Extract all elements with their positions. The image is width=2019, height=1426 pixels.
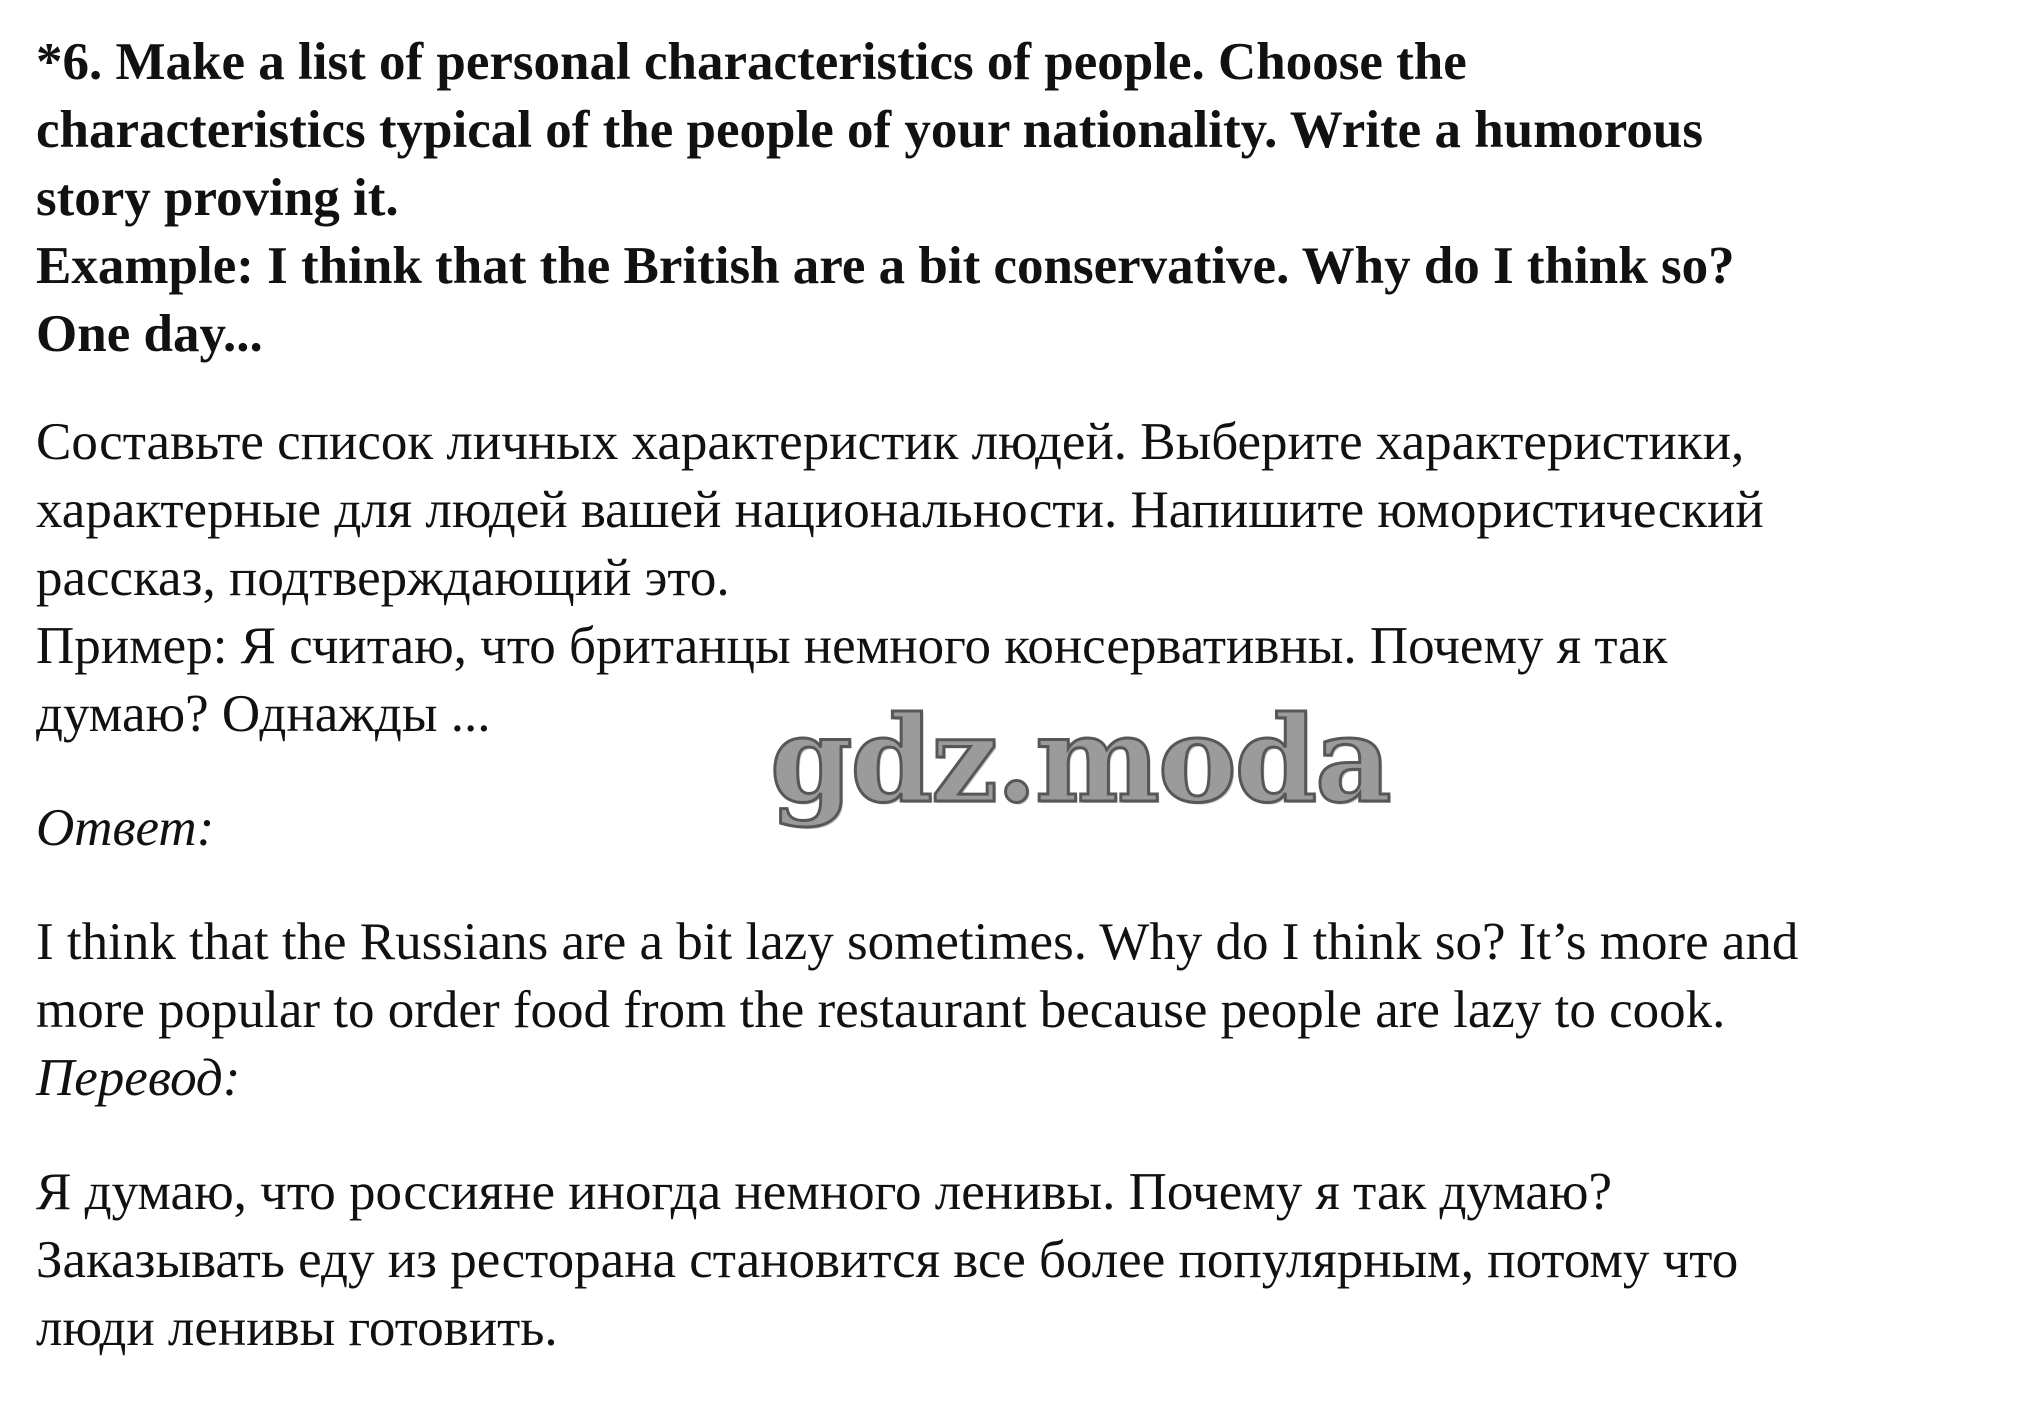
answer-line: I think that the Russians are a bit lazy sometimes. Why do I think so? It’s more and (36, 913, 1799, 971)
answer-line: more popular to order food from the restaurant because people are lazy to cook. (36, 981, 1726, 1039)
answer-text (36, 908, 1996, 1044)
task-example-line: One day... (36, 305, 263, 363)
translation-label: Перевод: (36, 1049, 241, 1107)
task-example-line: Example: I think that the British are a bit conservative. Why do I think so? (36, 237, 1735, 295)
task-translation-line: Пример: Я считаю, что британцы немного консервативны. Почему я так (36, 617, 1668, 675)
watermark-logo: gdz.moda (770, 690, 1390, 829)
answer-translation-line: Заказывать еду из ресторана становится все более популярным, потому что (36, 1231, 1739, 1289)
answer-label: Ответ: (36, 799, 215, 857)
task-line: characteristics typical of the people of your nationality. Write a humorous (36, 101, 1703, 159)
task-instruction (36, 28, 1996, 368)
answer-translation (36, 1158, 1996, 1362)
task-line: *6. Make a list of personal characteristics of people. Choose the (36, 33, 1467, 91)
answer-translation-line: люди ленивы готовить. (36, 1299, 558, 1357)
answer-translation-line: Я думаю, что россияне иногда немного ленивы. Почему я так думаю? (36, 1163, 1613, 1221)
task-translation-line: думаю? Однажды ... (36, 685, 491, 743)
task-line: story proving it. (36, 169, 399, 227)
task-translation-line: Составьте список личных характеристик людей. Выберите характеристики, (36, 413, 1745, 471)
task-translation-line: рассказ, подтверждающий это. (36, 549, 730, 607)
task-translation-line: характерные для людей вашей национальности. Напишите юмористический (36, 481, 1764, 539)
